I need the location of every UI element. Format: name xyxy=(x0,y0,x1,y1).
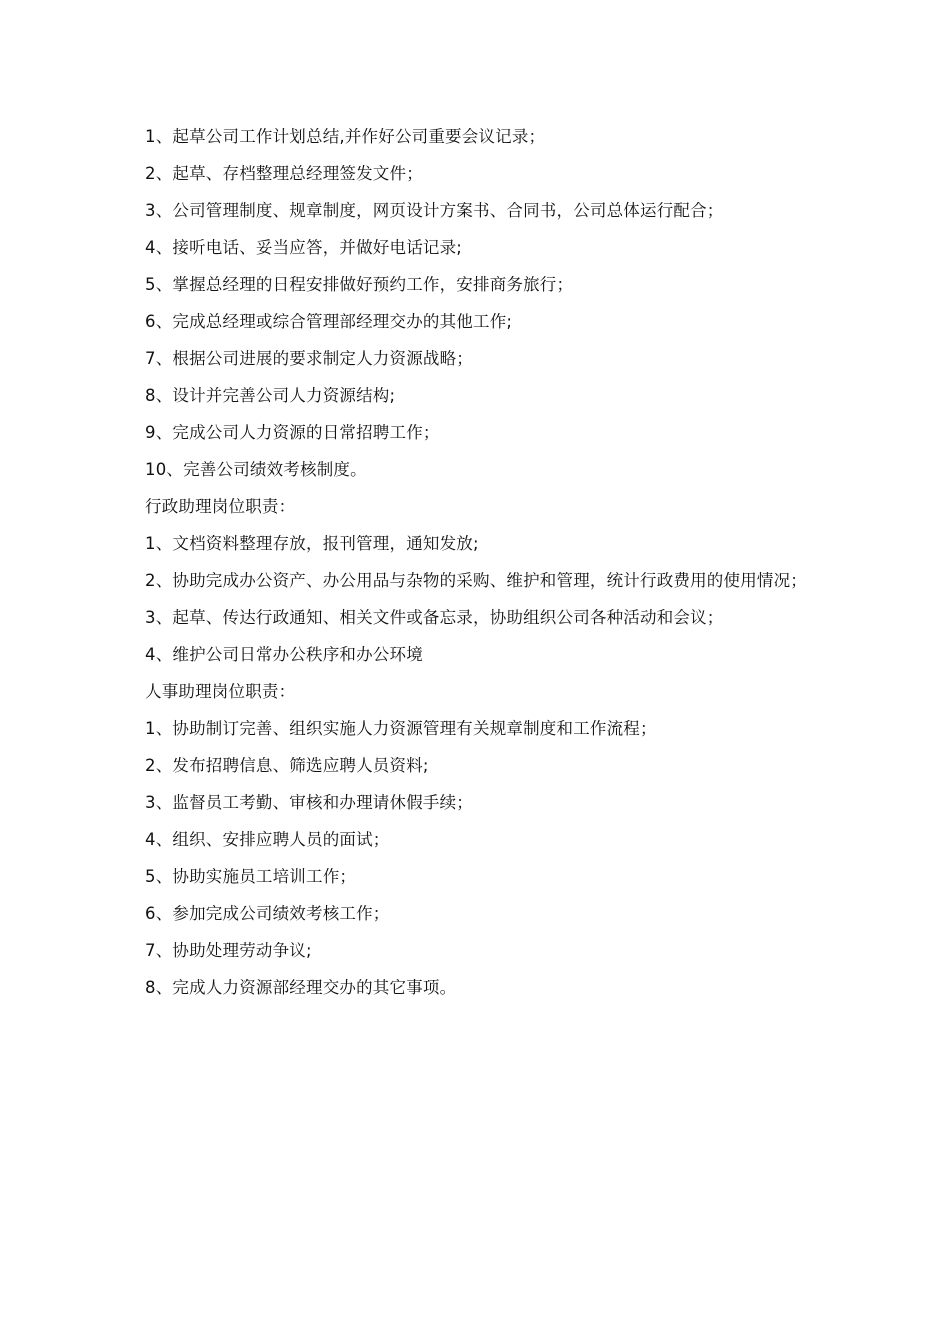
list-item: 1、协助制订完善、组织实施人力资源管理有关规章制度和工作流程； xyxy=(145,719,657,738)
list-item: 2、协助完成办公资产、办公用品与杂物的采购、维护和管理，统计行政费用的使用情况； xyxy=(145,571,807,590)
list-item: 1、文档资料整理存放，报刊管理，通知发放; xyxy=(145,534,479,553)
list-item: 4、维护公司日常办公秩序和办公环境 xyxy=(145,645,423,664)
list-item: 6、完成总经理或综合管理部经理交办的其他工作; xyxy=(145,312,513,331)
list-item: 2、起草、存档整理总经理签发文件； xyxy=(145,164,423,183)
section-heading-admin-assistant: 行政助理岗位职责： xyxy=(145,497,296,516)
list-item: 7、根据公司进展的要求制定人力资源战略； xyxy=(145,349,473,368)
list-item: 7、协助处理劳动争议; xyxy=(145,941,312,960)
document-body xyxy=(145,125,815,1013)
list-item: 6、参加完成公司绩效考核工作； xyxy=(145,904,390,923)
list-item: 10、完善公司绩效考核制度。 xyxy=(145,460,367,479)
list-item: 3、公司管理制度、规章制度，网页设计方案书、合同书，公司总体运行配合； xyxy=(145,201,724,220)
list-item: 8、设计并完善公司人力资源结构; xyxy=(145,386,396,405)
list-item: 3、监督员工考勤、审核和办理请休假手续； xyxy=(145,793,473,812)
list-item: 9、完成公司人力资源的日常招聘工作； xyxy=(145,423,440,442)
list-item: 4、组织、安排应聘人员的面试； xyxy=(145,830,390,849)
list-item: 4、接听电话、妥当应答，并做好电话记录; xyxy=(145,238,463,257)
list-item: 2、发布招聘信息、筛选应聘人员资料; xyxy=(145,756,429,775)
list-item: 3、起草、传达行政通知、相关文件或备忘录，协助组织公司各种活动和会议； xyxy=(145,608,724,627)
list-item: 8、完成人力资源部经理交办的其它事项。 xyxy=(145,978,457,997)
list-item: 5、协助实施员工培训工作； xyxy=(145,867,357,886)
list-item: 5、掌握总经理的日程安排做好预约工作，安排商务旅行； xyxy=(145,275,574,294)
section-heading-hr-assistant: 人事助理岗位职责： xyxy=(145,682,296,701)
list-item: 1、起草公司工作计划总结,并作好公司重要会议记录； xyxy=(145,127,546,146)
